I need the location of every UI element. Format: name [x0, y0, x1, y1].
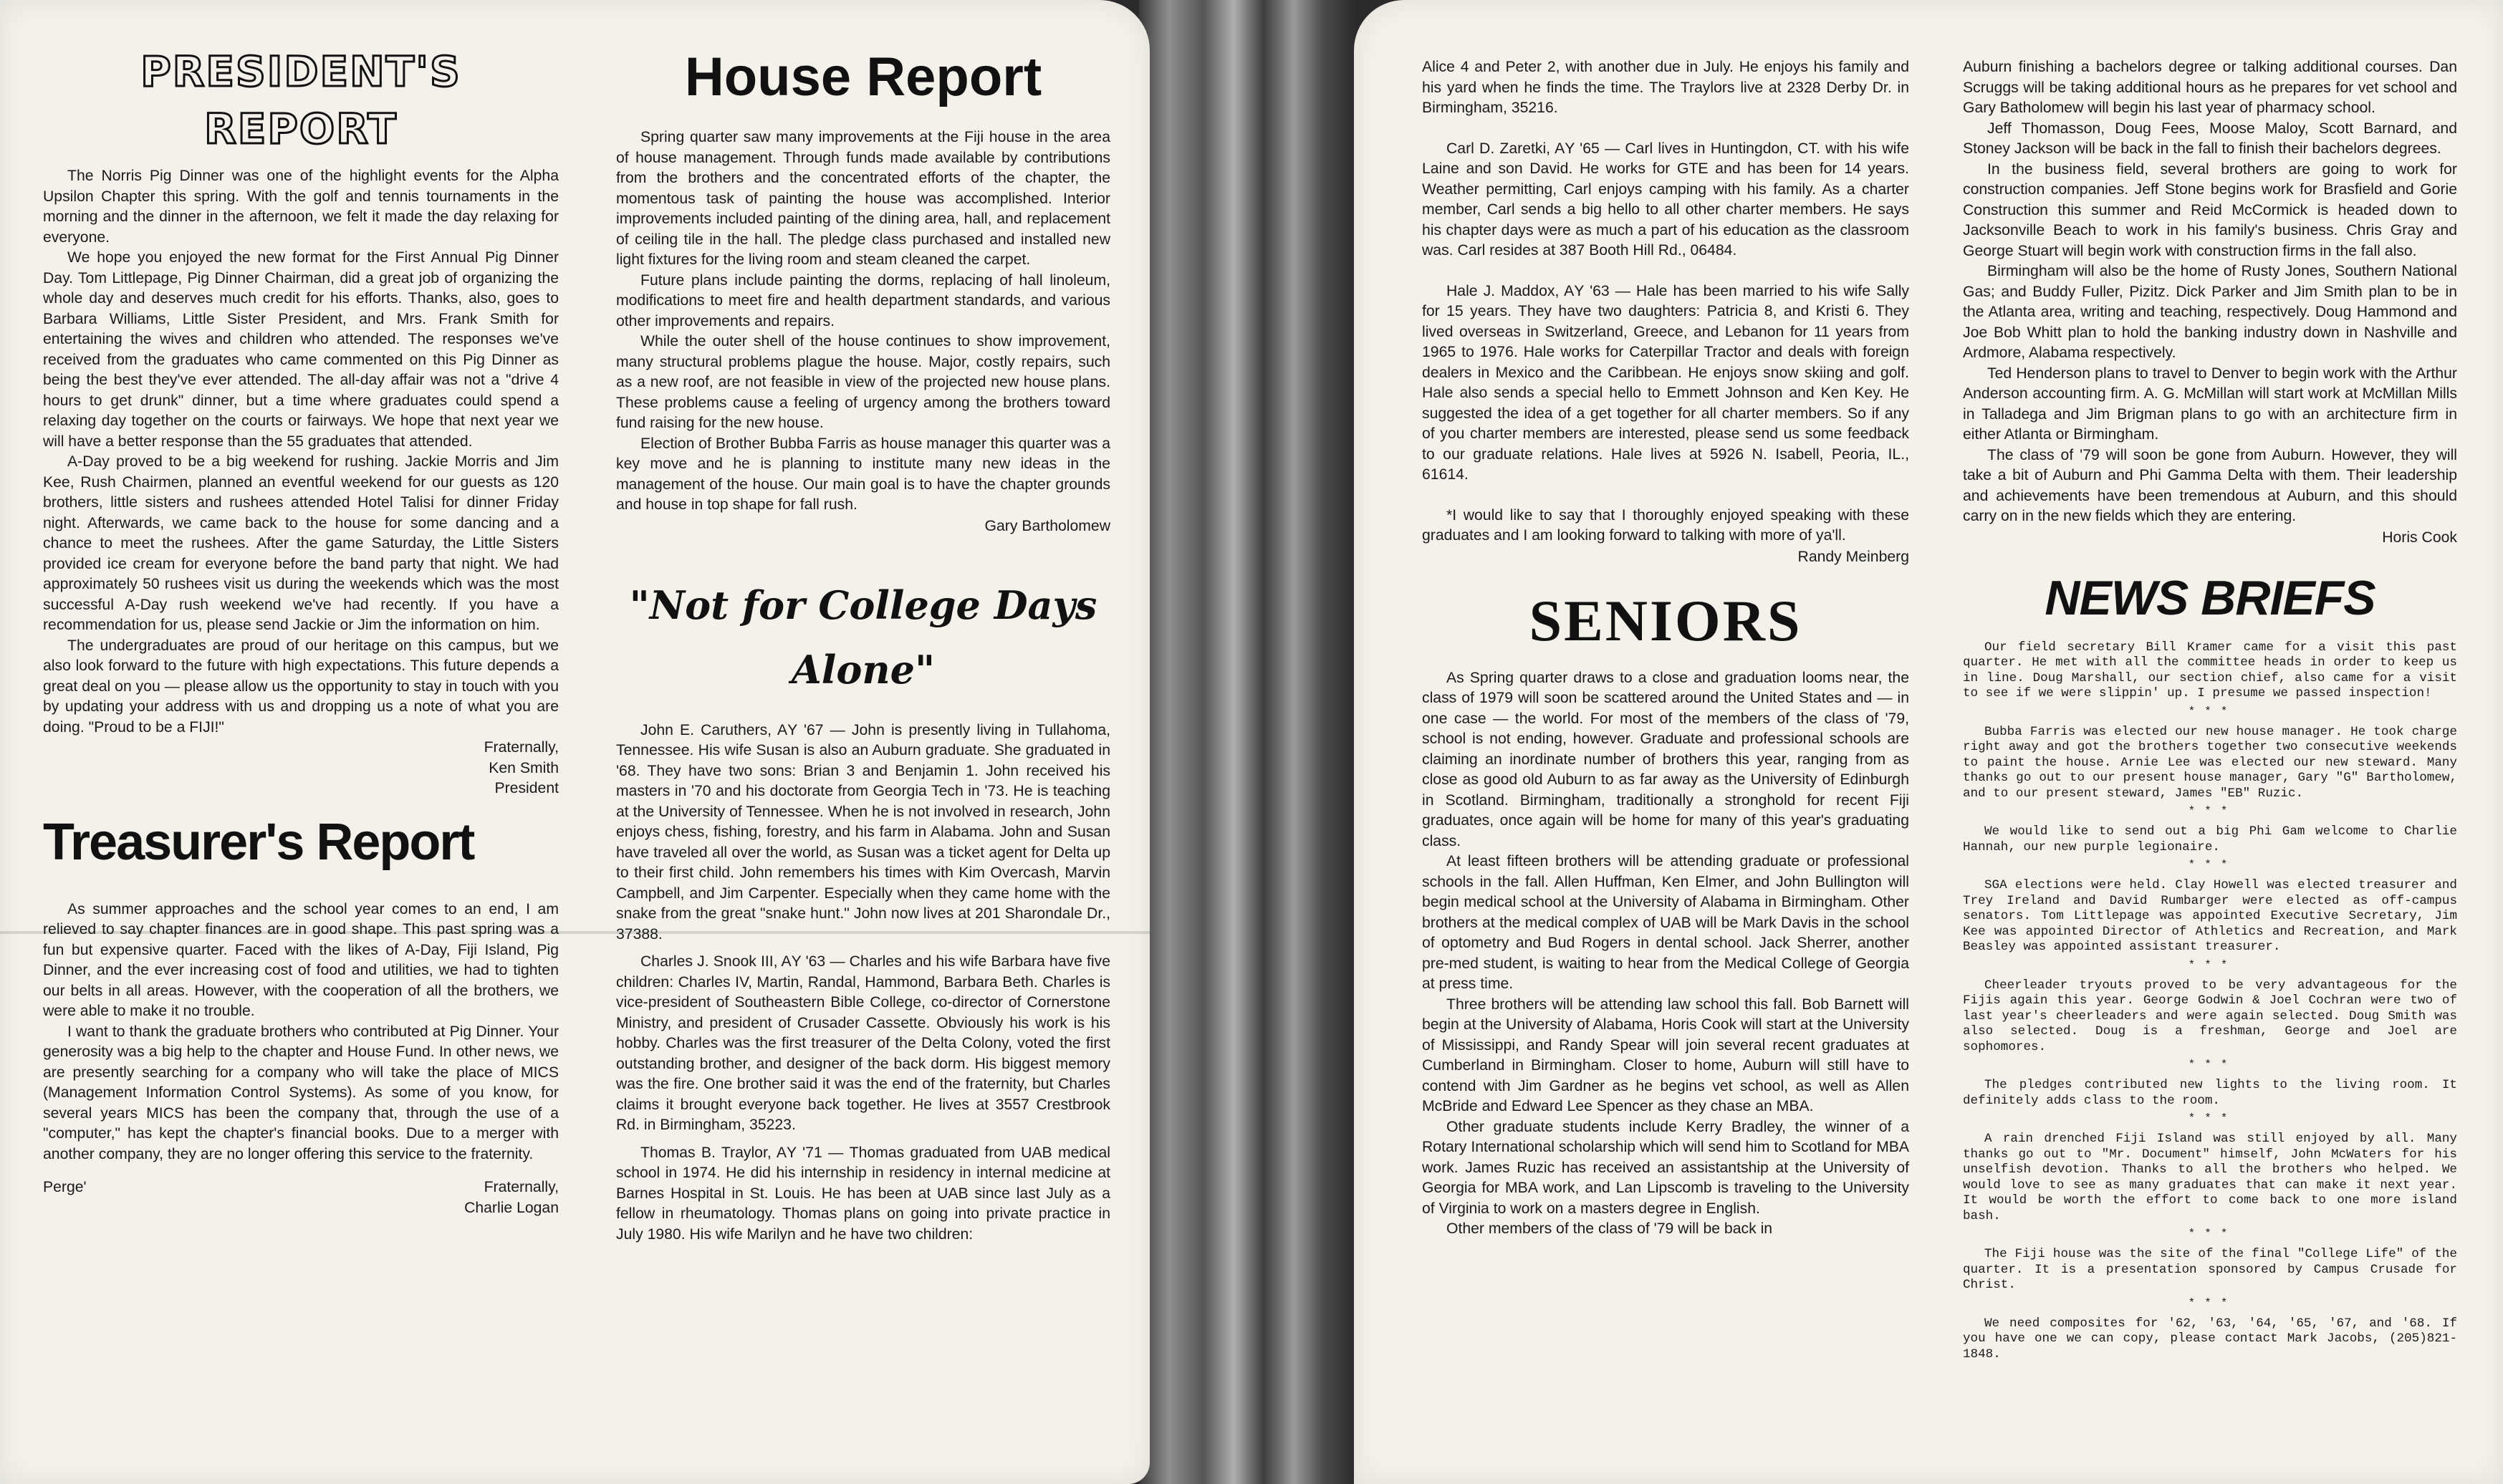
separator: * * *: [2189, 804, 2231, 816]
separator: * * *: [2189, 1058, 2231, 1070]
president-paragraph: We hope you enjoyed the new format for the First Annual Pig Dinner Day. Tom Littlepage, Pig Dinner Chairman, did a great job of organizing the whole day and deserves much credit for his efforts. Thanks, also, goes to Barbara Williams, Little Sister President, and Mrs. Frank Smith for entertaining the wives and children who attended. The responses we've received from the graduates who came commented on this Pig Dinner as being the best they've ever attended. The all-day affair was not a "drive 4 hours to get drunk" dinner, but a time where graduates could spend a relaxing day together on the courts or fairways. We hope that next year we will have a better response than the 55 graduates that attended.: [43, 249, 559, 450]
house-paragraph: Spring quarter saw many improvements at the Fiji house in the area of house management. Through funds made available by contributions from the brothers and the concentrated efforts of the chapter, the momentous task of painting the house was accomplished. Interior improvements included painting of the dining area, hall, and replacement of ceiling tile in the hall. The pledge class purchased and installed new light fixtures for the living room and steam cleaned the carpet.: [616, 129, 1110, 268]
seniors-paragraph: Birmingham will also be the home of Rusty Jones, Southern National Gas; and Buddy Fuller, Pizitz. Dick Parker and Jim Smith plan to be in the Atlanta area, writing and teaching, respectively. Doug Hammond and Joe Bob Whitt plan to hold the banking industry down in Nashville and Ardmore, Alabama respectively.: [1963, 263, 2457, 361]
seniors-paragraph: As Spring quarter draws to a close and graduation looms near, the class of 1979 will soon be scattered around the United States and — in one case — the world. For most of the members of the class of '79, school is not ending, however. Graduate and professional schools are claiming an inordinate number of brothers this year, ranging from as close as good old Auburn to as far away as the University of Edinburgh in Scotland. Birmingham, traditionally a stronghold for recent Fiji graduates, once again will be home for many of this year's graduating class.: [1422, 669, 1909, 849]
signer-name: Ken Smith: [489, 759, 559, 776]
news-item: The pledges contributed new lights to the living room. It definitely adds class to the room.: [1963, 1078, 2457, 1108]
alumni-paragraph: Thomas B. Traylor, AΥ '71 — Thomas graduated from UAB medical school in 1974. He did his internship in residency in internal medicine at Barnes Hospital in St. Louis. He has been at UAB since last July as a fellow in rheumatology. Thomas plans on going into private practice in July 1980. His wife Marilyn and he have two children:: [616, 1144, 1110, 1243]
alumni-paragraph: Hale J. Maddox, AΥ '63 — Hale has been married to his wife Sally for 15 years. They have two daughters: Patricia 8, and Kristi 6. They lived overseas in Switzerland, Greece, and Lebanon for 11 years from 1965 to 1976. Hale works for Caterpillar Tractor and deals with foreign dealers in Mexico and the Caribbean. He enjoys snow skiing and golf. Hale also sends a special hello to Emmett Johnson and Ken Key. He suggested the idea of a get together for all charter members. So if any of you charter members are interested, please send us some feedback to our graduate relations. Hale lives at 5926 N. Isabell, Peoria, IL., 61614.: [1422, 282, 1909, 483]
college-days-title: "Not for College Days Alone": [629, 582, 1097, 693]
separator: * * *: [2189, 1227, 2231, 1239]
alumni-paragraph: *I would like to say that I thoroughly enjoyed speaking with these graduates and I am looking forward to talking with more of ya'll.: [1422, 506, 1909, 544]
house-report-title: House Report: [684, 47, 1042, 107]
seniors-paragraph: In the business field, several brothers are going to work for construction companies. Jeff Stone begins work for Brasfield and Gorie Construction this summer and Reid McCormick is headed down to Jacksonville Beach to work in his family's business. Chris Gray and George Stuart will begin work with construction firms in the fall also.: [1963, 160, 2457, 259]
news-item: We would like to send out a big Phi Gam welcome to Charlie Hannah, our new purple legionaire.: [1963, 824, 2457, 854]
column-2: [616, 43, 1110, 1245]
seniors-author: Horis Cook: [2382, 529, 2457, 546]
separator: * * *: [2189, 858, 2231, 870]
seniors-paragraph: The class of '79 will soon be gone from Auburn. However, they will take a bit of Auburn and Phi Gamma Delta with them. Their leadership and achievements have been tremendous at Auburn, and this should carry on in the new fields which they are entering.: [1963, 446, 2457, 524]
news-item: The Fiji house was the site of the final "College Life" of the quarter. It is a presentation sponsored by Campus Crusade for Christ.: [1963, 1247, 2457, 1292]
alumni-paragraph: Alice 4 and Peter 2, with another due in July. He enjoys his family and his yard when he finds the time. The Traylors live at 2328 Derby Dr. in Birmingham, 35216.: [1422, 59, 1909, 116]
house-paragraph: While the outer shell of the house continues to show improvement, many structural problems plague the house. Major, costly repairs, such as a new roof, are not feasible in view of the projected new house plans. These problems cause a feeling of urgency among the brothers toward fund raising for the new house.: [616, 333, 1110, 431]
alumni-paragraph: Charles J. Snook III, AΥ '63 — Charles and his wife Barbara have five children: Charles IV, Martin, Randal, Hammond, Barbara Beth. Charles is vice-president of Southeastern Bible College, co-director of Cornerstone Ministry, and president of Crusader Cassette. Obviously his work is his hobby. Charles was the first treasurer of the Delta Colony, voted the first outstanding brother, and designer of the back dorm. His biggest memory was the fire. One brother said it was the end of the fraternity, but Charles claims it brought everyone back together. He lives at 3557 Crestbrook Rd. in Birmingham, 35223.: [616, 953, 1110, 1133]
news-item: A rain drenched Fiji Island was still enjoyed by all. Many thanks go out to "Mr. Document" himself, John McWaters for his unselfish devotion. Thanks to all the brothers who helped. We would love to see as many graduates that can make it next year. It would be worth the effort to come back to one more island bash.: [1963, 1132, 2457, 1223]
separator: * * *: [2189, 958, 2231, 970]
president-report-title: PRESIDENT'S REPORT: [140, 47, 461, 153]
president-paragraph: A-Day proved to be a big weekend for rushing. Jackie Morris and Jim Kee, Rush Chairmen, planned an eventful weekend for our guests as 120 brothers, little sisters and rushees attended Hotel Talisi for dinner Friday night. Afterwards, we came back to the house for some dancing and a chance to meet the rushees. After the game Saturday, the Little Sisters provided ice cream for everyone before the band party that night. We had approximately 50 rushees visit us during the weekends which was the most successful A-Day rush weekend we've had recently. If you have a recommendation for us, please send Jackie or Jim the information on him.: [43, 453, 559, 633]
seniors-paragraph: At least fifteen brothers will be attending graduate or professional schools in the fall. Allen Huffman, Ken Elmer, and John Bullington will begin medical school at the University of Alabama in Birmingham. Other brothers at the medical complex of UAB will be Mark Davis in the school of optometry and Bud Rogers in dental school. Jack Sherrer, another pre-med student, is waiting to hear from the Medical College of Georgia at press time.: [1422, 853, 1909, 992]
perge: Perge': [43, 1179, 87, 1195]
treasurer-signer: Charlie Logan: [464, 1199, 559, 1216]
closing: Fraternally,: [484, 739, 559, 756]
news-item: We need composites for '62, '63, '64, '65, '67, and '68. If you have one we can copy, please contact Mark Jacobs, (205)821-1848.: [1963, 1316, 2457, 1362]
seniors-paragraph: Three brothers will be attending law school this fall. Bob Barnett will begin at the University of Alabama, Horis Cook will start at the University of Mississippi, and Randy Spear will join several recent graduates at Cumberland in Birmingham. Closer to home, Auburn will still have to contend with Jim Gardner as he begins vet school, as well as Allen McBride and Edward Lee Spencer as they chase an MBA.: [1422, 996, 1909, 1114]
closing: Fraternally,: [484, 1179, 559, 1195]
separator: * * *: [2189, 704, 2231, 717]
alumni-paragraph: Carl D. Zaretki, AΥ '65 — Carl lives in Huntingdon, CT. with his wife Laine and son David. He works for GTE and has been for 14 years. Weather permitting, Carl enjoys camping with his family. As a charter member, Carl sends a big hello to all other charter members. He says his chapter days were as much a part of his education as the classroom was. Carl resides at 387 Booth Hill Rd., 06484.: [1422, 140, 1909, 259]
column-3: [1422, 57, 1909, 1240]
alumni-author: Randy Meinberg: [1797, 548, 1909, 565]
president-signature: [43, 738, 559, 799]
column-4: [1963, 57, 2457, 1362]
president-paragraph: The Norris Pig Dinner was one of the highlight events for the Alpha Upsilon Chapter this spring. With the golf and tennis tournaments in the morning and the dinner in the afternoon, we felt it made the day relaxing for everyone.: [43, 168, 559, 246]
alumni-paragraph: John E. Caruthers, AΥ '67 — John is presently living in Tullahoma, Tennessee. His wife Susan is also an Auburn graduate. She graduated in '68. They have two sons: Brian 3 and Benjamin 1. John received his masters in '70 and his doctorate from Georgia Tech in '73. He is teaching at the University of Tennessee. When he is not involved in research, John enjoys chess, fishing, forestry, and his farm in Alabama. John and Susan have traveled all over the world, as Susan was a ticket agent for Delta up to their first child. John remembers his times with Kim Overcash, Marvin Campbell, and Jim Carpenter. Especially when they came home with the snake from the great "snake hunt." John now lives at 201 Sharondale Dr., 37388.: [616, 721, 1110, 943]
news-item: Bubba Farris was elected our new house manager. He took charge right away and got the brothers together two consecutive weekends to paint the house. Arnie Lee was elected our new steward. Many thanks go out to our present house manager, Gary "G" Bartholomew, and to our present steward, James "EB" Ruzic.: [1963, 724, 2457, 801]
news-item: SGA elections were held. Clay Howell was elected treasurer and Trey Ireland and David Rumbarger were elected as off-campus senators. Tom Littlepage was appointed Executive Secretary, Jim Kee was appointed Director of Athletics and Recreation, and Mark Beasley was appointed assistant treasurer.: [1963, 878, 2457, 954]
house-paragraph: Future plans include painting the dorms, replacing of hall linoleum, modifications to meet fire and health department standards, and various other improvements and repairs.: [616, 271, 1110, 329]
treasurer-signoff: [43, 1177, 559, 1198]
news-briefs-title: NEWS BRIEFS: [2045, 570, 2375, 625]
seniors-paragraph: Jeff Thomasson, Doug Fees, Moose Maloy, Scott Barnard, and Stoney Jackson will be back in the fall to finish their bachelors degrees.: [1963, 120, 2457, 157]
signer-title: President: [494, 780, 559, 796]
house-paragraph: Election of Brother Bubba Farris as house manager this quarter was a key move and he is planning to institute many new ideas in the management of the house. Our main goal is to have the chapter grounds and house in top shape for fall rush.: [616, 435, 1110, 513]
seniors-paragraph: Other graduate students include Kerry Bradley, the winner of a Rotary International scholarship which will send him to Scotland for MBA work. James Ruzic has received an assistantship at the University of Georgia for MBA work, and Lan Lipscomb is traveling to the University of Virginia to work on a masters degree in English.: [1422, 1118, 1909, 1217]
treasurer-paragraph: As summer approaches and the school year comes to an end, I am relieved to say chapter finances are in good shape. This past spring was a fun but expensive quarter. Faced with the likes of A-Day, Fiji Island, Pig Dinner, and the ever increasing cost of food and utilities, we had to tighten our belts in all areas. However, with the cooperation of all the brothers, we were able to make it no trouble.: [43, 900, 559, 1019]
column-1: [43, 43, 559, 1218]
seniors-title: SENIORS: [1529, 587, 1802, 653]
treasurer-report-title: Treasurer's Report: [43, 813, 474, 871]
separator: * * *: [2189, 1112, 2231, 1124]
seniors-paragraph: Auburn finishing a bachelors degree or talking additional courses. Dan Scruggs will be taking additional hours as he prepares for vet school and Gary Batholomew will begin his last year of pharmacy school.: [1963, 59, 2457, 116]
news-item: Our field secretary Bill Kramer came for a visit this past quarter. He met with all the committee heads in order to keep us in line. Doug Marshall, our section chief, also came for a visit to see if we were slippin' up. I presume we passed inspection!: [1963, 640, 2457, 700]
center-fold: [1139, 0, 1354, 1484]
president-paragraph: The undergraduates are proud of our heritage on this campus, but we also look forward to the future with high expectations. This future depends a great deal on you — please allow us the opportunity to stay in touch with you by updating your address with us and dropping us a note of what you are doing. "Proud to be a FIJI!": [43, 637, 559, 736]
treasurer-paragraph: I want to thank the graduate brothers who contributed at Pig Dinner. Your generosity was a big help to the chapter and House Fund. In other news, we are presently searching for a company who will take the place of MICS (Management Information Control Systems). As some of you know, for several years MICS has been the company that, through the use of a "computer," has kept the chapter's financial books. Due to a merger with another company, they are no longer offering this service to the fraternity.: [43, 1023, 559, 1162]
seniors-paragraph: Other members of the class of '79 will be back in: [1446, 1220, 1773, 1237]
news-item: Cheerleader tryouts proved to be very advantageous for the Fijis again this year. George Godwin & Joel Cochran were two of last year's cheerleaders and were again selected. Doug Smith was also selected. Doug is a freshman, George and Joel are sophomores.: [1963, 978, 2457, 1054]
house-author: Gary Bartholomew: [984, 517, 1110, 534]
seniors-paragraph: Ted Henderson plans to travel to Denver to begin work with the Arthur Anderson accounting firm. A. G. McMillan will start work at McMillan Mills in Talladega and Jim Brigman plans to go with an architecture firm in either Atlanta or Birmingham.: [1963, 365, 2457, 443]
separator: * * *: [2189, 1296, 2231, 1309]
